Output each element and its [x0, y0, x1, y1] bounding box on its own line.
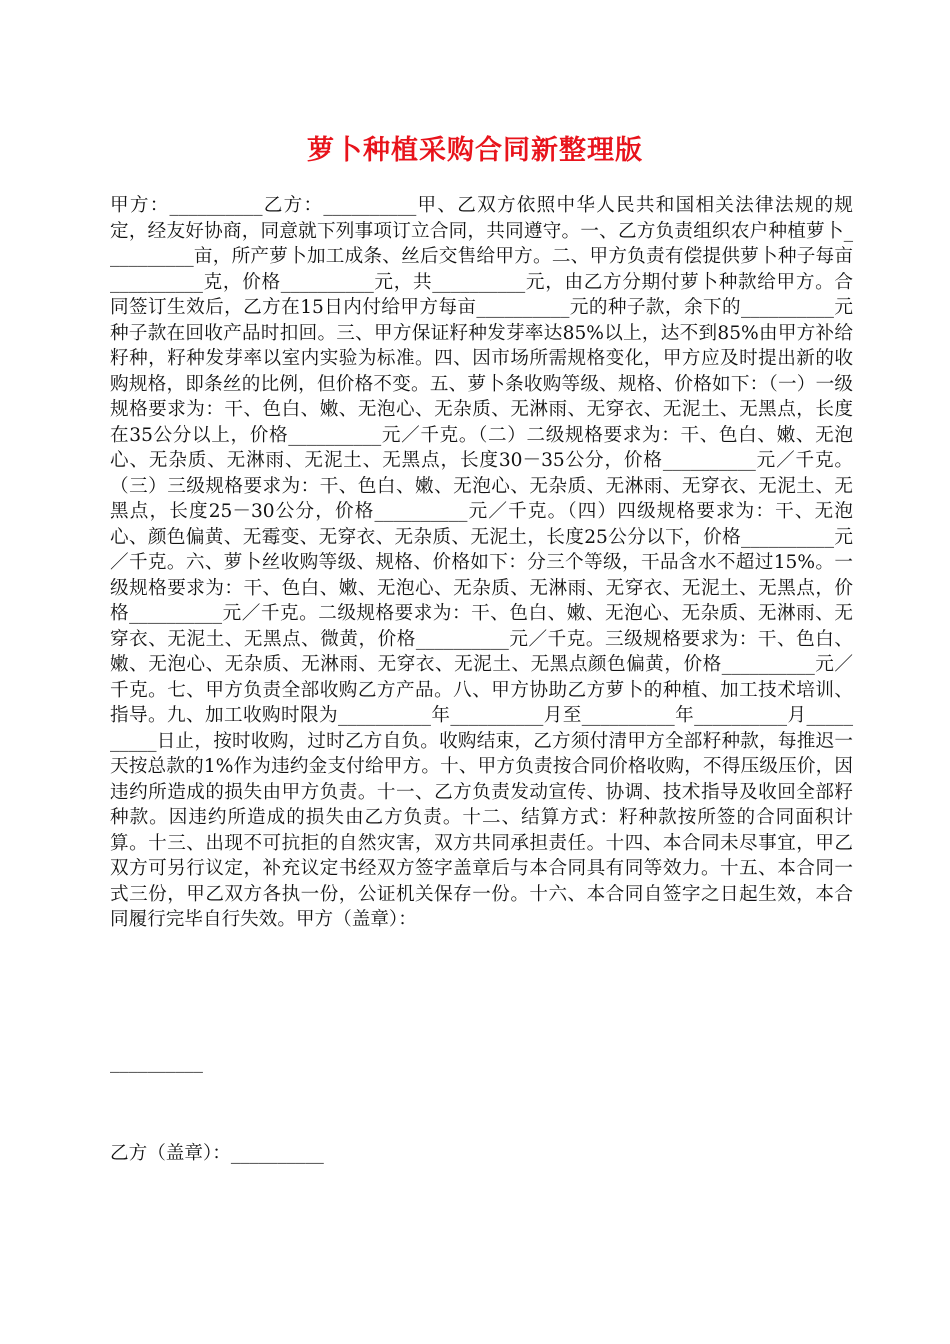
party-a-signature-line: __________: [110, 1052, 203, 1073]
document-title: 萝卜种植采购合同新整理版: [307, 135, 643, 166]
contract-body: 甲方：__________乙方：__________甲、乙双方依照中华人民共和国相关法律法规的规定，经友好协商，同意就下列事项订立合同，共同遵守。一、乙方负责组织农户种植萝卜__________亩，所产萝卜加工成条、丝后交售给甲方。二、甲方负责有偿提供萝卜种子每亩__________克，价格__________元，共__________元，由乙方分期付萝卜种款给甲方。合同签订生效后，乙方在15日内付给甲方每亩__________元的种子款，余下的__________元种子款在回收产品时扣回。三、甲方保证籽种发芽率达85%以上，达不到85%由甲方补给籽种，籽种发芽率以室内实验为标准。四、因市场所需规格变化，甲方应及时提出新的收购规格，即条丝的比例，但价格不变。五、萝卜条收购等级、规格、价格如下：（一）一级规格要求为：干、色白、嫩、无泡心、无杂质、无淋雨、无穿衣、无泥土、无黑点，长度在35公分以上，价格__________元／千克。（二）二级规格要求为：干、色白、嫩、无泡心、无杂质、无淋雨、无泥土、无黑点，长度30－35公分，价格__________元／千克。（三）三级规格要求为：干、色白、嫩、无泡心、无杂质、无淋雨、无穿衣、无泥土、无黑点，长度25－30公分，价格__________元／千克。（四）四级规格要求为：干、无泡心、颜色偏黄、无霉变、无穿衣、无杂质、无泥土，长度25公分以下，价格__________元／千克。六、萝卜丝收购等级、规格、价格如下：分三个等级，干品含水不超过15%。一级规格要求为：干、色白、嫩、无泡心、无杂质、无淋雨、无穿衣、无泥土、无黑点，价格__________元／千克。二级规格要求为：干、色白、嫩、无泡心、无杂质、无淋雨、无穿衣、无泥土、无黑点、微黄，价格__________元／千克。三级规格要求为：干、色白、嫩、无泡心、无杂质、无淋雨、无穿衣、无泥土、无黑点颜色偏黄，价格__________元／千克。七、甲方负责全部收购乙方产品。八、甲方协助乙方萝卜的种植、加工技术培训、指导。九、加工收购时限为__________年__________月至__________年__________月__________日止，按时收购，过时乙方自负。收购结束，乙方须付清甲方全部籽种款，每推迟一天按总款的1%作为违约金支付给甲方。十、甲方负责按合同价格收购，不得压级压价，因违约所造成的损失由甲方负责。十一、乙方负责发动宣传、协调、技术指导及收回全部籽种款。因违约所造成的损失由乙方负责。十二、结算方式：籽种款按所签的合同面积计算。十三、出现不可抗拒的自然灾害，双方共同承担责任。十四、本合同未尽事宜，甲乙双方可另行议定，补充议定书经双方签字盖章后与本合同具有同等效力。十五、本合同一式三份，甲乙双方各执一份，公证机关保存一份。十六、本合同自签字之日起生效，本合同履行完毕自行失效。甲方（盖章）：: [110, 195, 853, 930]
party-b-signature: 乙方（盖章）：__________: [110, 1143, 324, 1164]
